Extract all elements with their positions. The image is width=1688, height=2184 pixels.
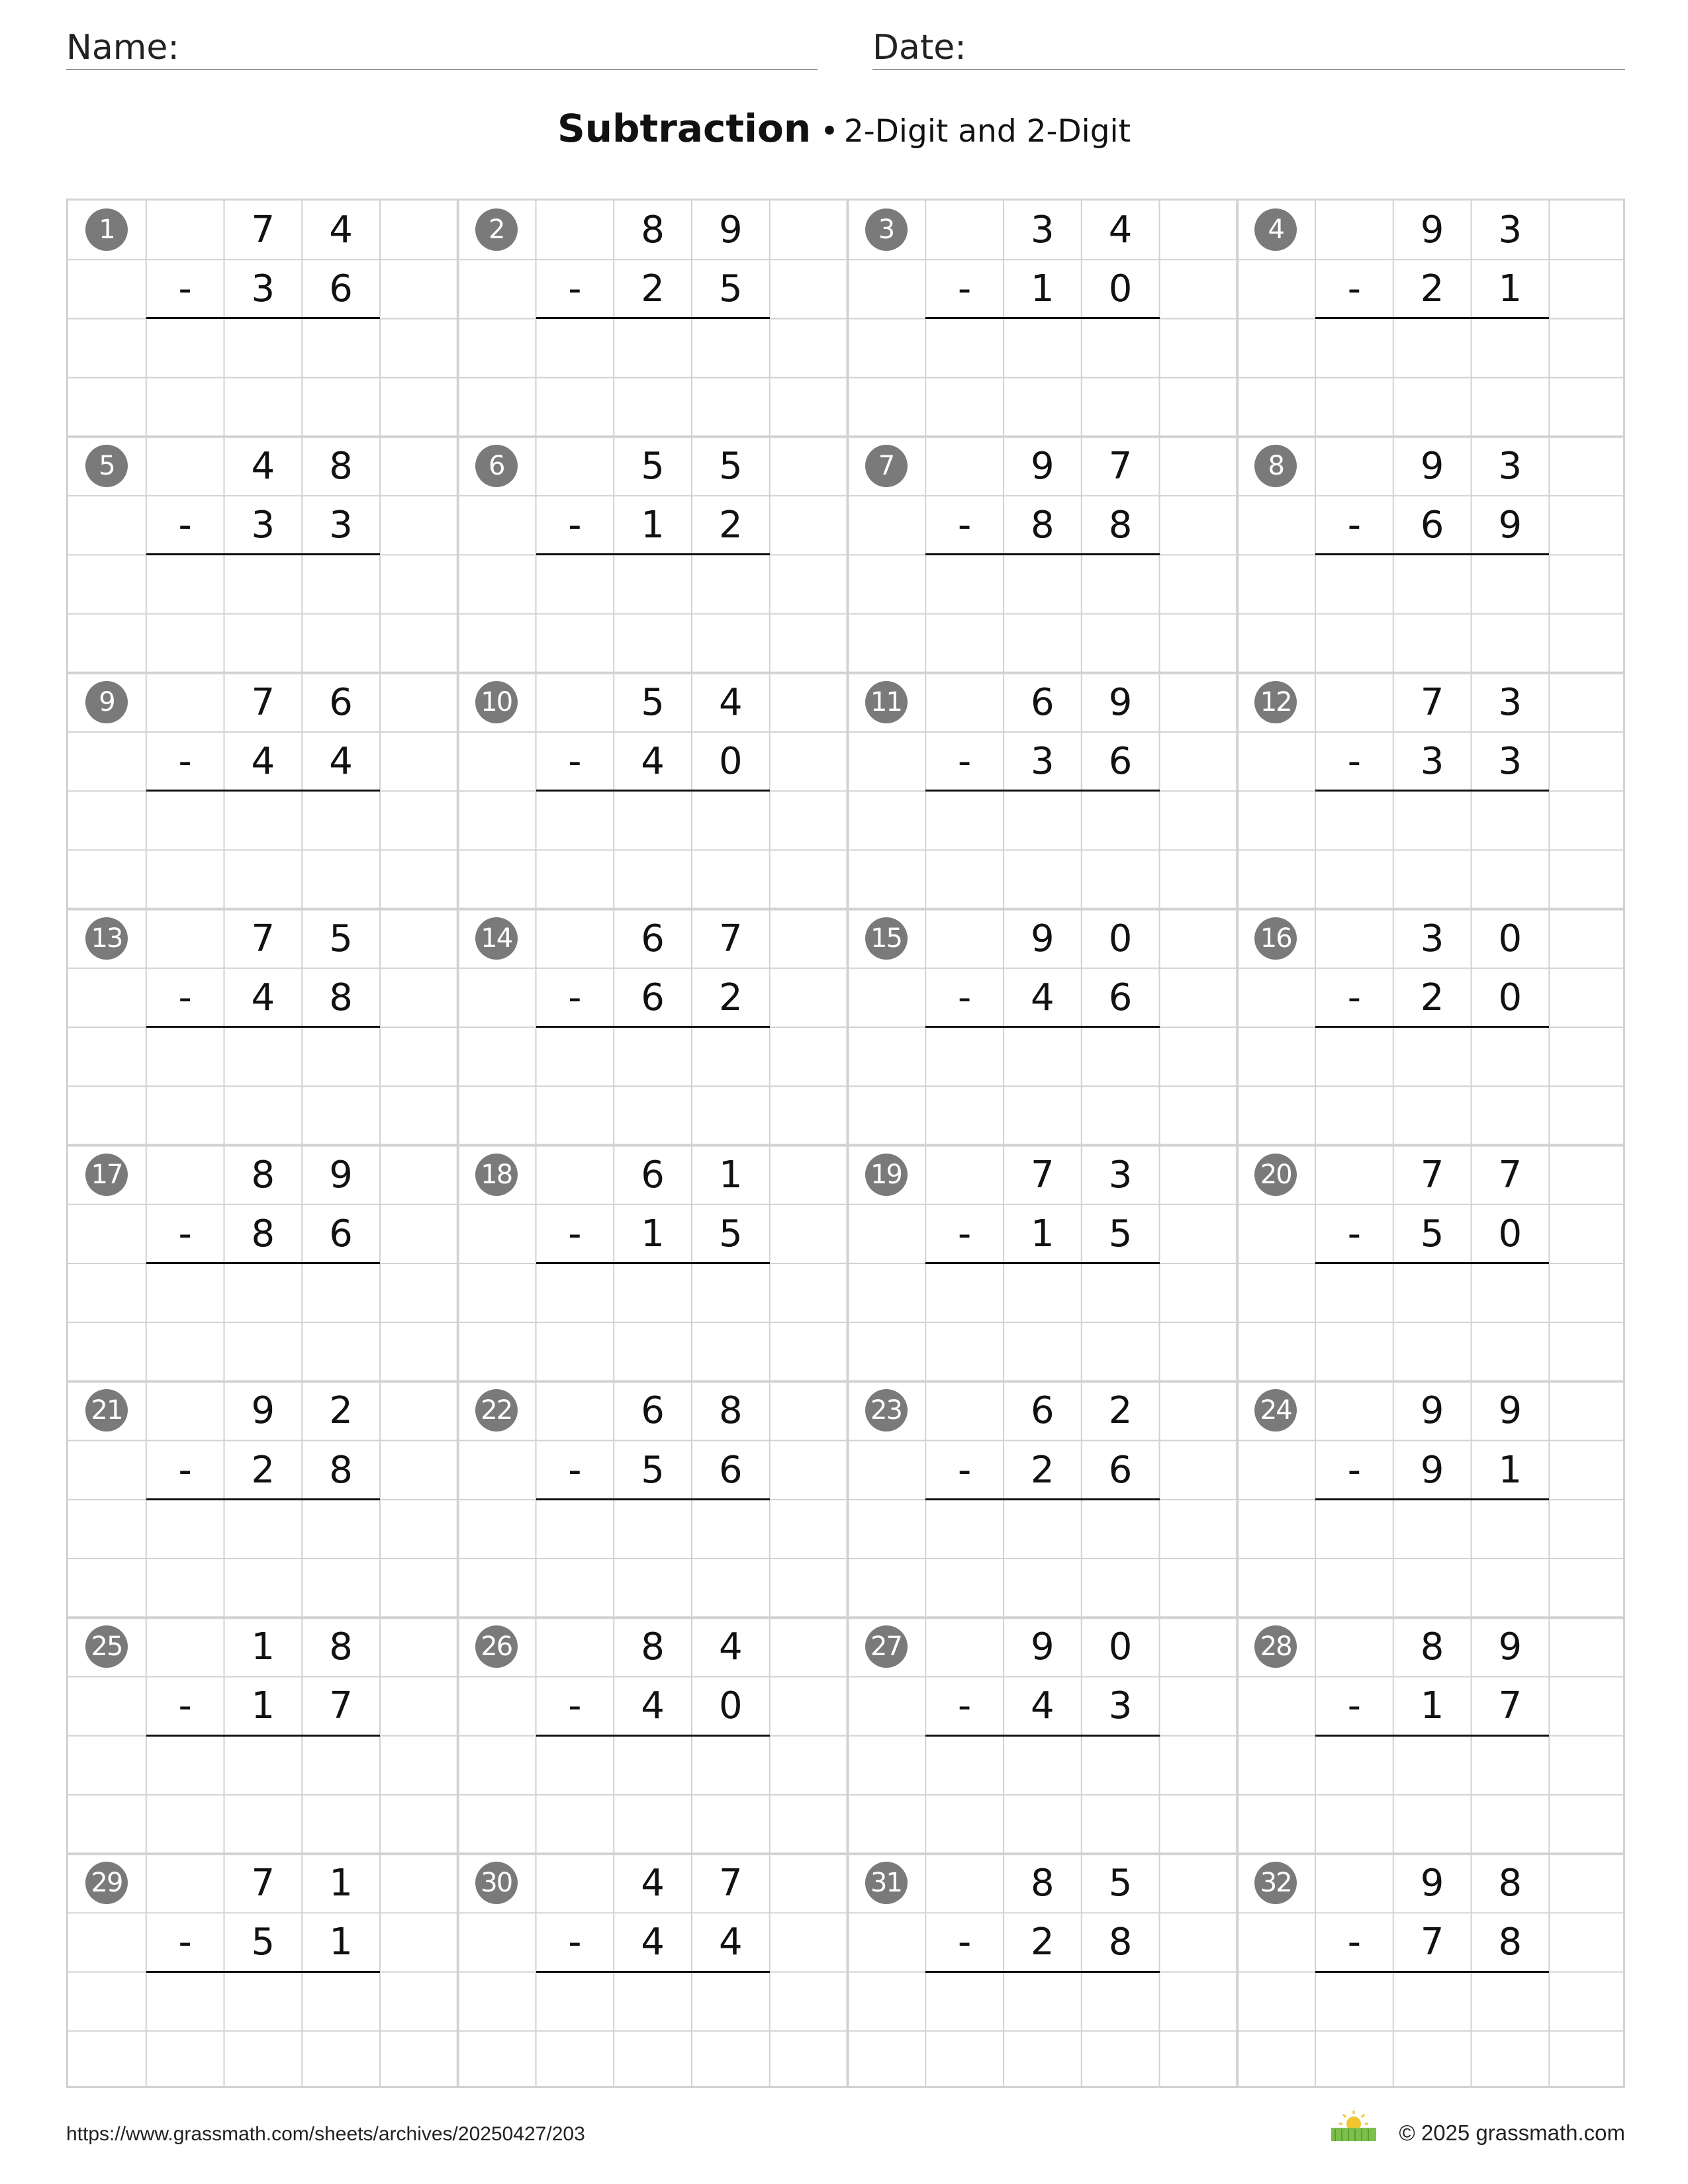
answer-area[interactable] (536, 1263, 770, 1381)
subtrahend-ones-digit: 1 (1498, 1448, 1523, 1492)
subtrahend-tens-digit: 5 (641, 1448, 665, 1492)
problem-number-badge: 21 (85, 1389, 128, 1432)
problem-number-badge: 17 (85, 1154, 128, 1196)
subtrahend-tens-digit: 1 (251, 1684, 275, 1728)
subtrahend-ones-digit: 6 (1108, 739, 1133, 783)
subtrahend-ones-digit: 7 (329, 1684, 353, 1728)
problem-grid (66, 199, 1625, 2088)
minuend-ones-digit: 9 (1498, 1625, 1523, 1669)
minus-operator: - (178, 1448, 192, 1492)
answer-area[interactable] (146, 1500, 380, 1617)
problem-number-badge: 14 (475, 917, 518, 960)
subtrahend-tens-digit: 1 (1031, 1212, 1055, 1255)
minus-operator: - (568, 267, 582, 311)
problem-number-badge: 19 (865, 1154, 908, 1196)
minus-operator: - (568, 976, 582, 1019)
subtrahend-tens-digit: 2 (641, 267, 665, 311)
grass-sun-logo-icon (1327, 2108, 1380, 2142)
subtrahend-tens-digit: 6 (641, 976, 665, 1019)
subtrahend-tens-digit: 3 (251, 504, 275, 547)
minuend-ones-digit: 2 (329, 1389, 353, 1433)
minuend-ones-digit: 8 (1498, 1862, 1523, 1905)
problem-number-badge: 20 (1254, 1154, 1297, 1196)
answer-area[interactable] (536, 1972, 770, 2088)
answer-area[interactable] (1315, 1972, 1549, 2088)
minuend-ones-digit: 9 (719, 208, 743, 251)
subtrahend-tens-digit: 4 (641, 1684, 665, 1728)
minus-operator: - (178, 739, 192, 783)
problem-number-badge: 29 (85, 1862, 128, 1904)
minuend-ones-digit: 5 (1108, 1862, 1133, 1905)
problem-number-badge: 26 (475, 1625, 518, 1668)
problem-number-badge: 1 (85, 208, 128, 251)
minuend-ones-digit: 9 (1108, 680, 1133, 724)
subtrahend-ones-digit: 8 (329, 1448, 353, 1492)
subtrahend-tens-digit: 3 (1420, 739, 1444, 783)
subtrahend-ones-digit: 6 (329, 267, 353, 311)
subtrahend-tens-digit: 1 (641, 504, 665, 547)
name-field[interactable] (66, 25, 818, 70)
minuend-tens-digit: 8 (1420, 1625, 1444, 1669)
minuend-ones-digit: 4 (1108, 208, 1133, 251)
subtrahend-tens-digit: 2 (1420, 976, 1444, 1019)
subtrahend-ones-digit: 0 (1498, 976, 1523, 1019)
minuend-ones-digit: 3 (1498, 444, 1523, 488)
minus-operator: - (958, 1684, 972, 1728)
subtrahend-tens-digit: 8 (1031, 504, 1055, 547)
answer-area[interactable] (1315, 1027, 1549, 1145)
minuend-ones-digit: 6 (329, 680, 353, 724)
problem-number-badge: 18 (475, 1154, 518, 1196)
date-label: Date: (872, 28, 966, 68)
minuend-ones-digit: 3 (1108, 1153, 1133, 1197)
answer-area[interactable] (146, 555, 380, 672)
worksheet-title (0, 106, 1688, 151)
subtrahend-ones-digit: 8 (1498, 1921, 1523, 1964)
minus-operator: - (1347, 976, 1361, 1019)
problem-number-badge: 3 (865, 208, 908, 251)
minuend-ones-digit: 1 (719, 1153, 743, 1197)
minus-operator: - (1347, 1448, 1361, 1492)
minus-operator: - (178, 1921, 192, 1964)
minus-operator: - (1347, 267, 1361, 311)
problem-number-badge: 16 (1254, 917, 1297, 960)
minus-operator: - (178, 1212, 192, 1255)
answer-area[interactable] (925, 1027, 1159, 1145)
subtrahend-tens-digit: 1 (1420, 1684, 1444, 1728)
problem-number-badge: 31 (865, 1862, 908, 1904)
minuend-tens-digit: 9 (1420, 1862, 1444, 1905)
subtrahend-tens-digit: 1 (641, 1212, 665, 1255)
minuend-tens-digit: 9 (1031, 444, 1055, 488)
minus-operator: - (568, 1448, 582, 1492)
subtrahend-tens-digit: 5 (1420, 1212, 1444, 1255)
answer-area[interactable] (925, 555, 1159, 672)
subtrahend-ones-digit: 5 (719, 1212, 743, 1255)
minuend-tens-digit: 9 (1031, 1625, 1055, 1669)
minuend-tens-digit: 6 (1031, 1389, 1055, 1433)
subtrahend-tens-digit: 2 (251, 1448, 275, 1492)
minuend-ones-digit: 0 (1498, 917, 1523, 960)
name-label: Name: (66, 28, 179, 68)
subtrahend-ones-digit: 4 (329, 739, 353, 783)
minus-operator: - (178, 1684, 192, 1728)
title-main: Subtraction (557, 106, 812, 151)
subtrahend-ones-digit: 0 (1498, 1212, 1523, 1255)
subtrahend-tens-digit: 4 (641, 739, 665, 783)
minuend-tens-digit: 9 (1420, 1389, 1444, 1433)
problem-number-badge: 15 (865, 917, 908, 960)
minuend-ones-digit: 0 (1108, 917, 1133, 960)
answer-area[interactable] (536, 318, 770, 436)
subtrahend-ones-digit: 6 (1108, 1448, 1133, 1492)
problem-number-badge: 23 (865, 1389, 908, 1432)
subtrahend-tens-digit: 6 (1420, 504, 1444, 547)
footer-url[interactable]: https://www.grassmath.com/sheets/archives/20250427/203 (66, 2123, 585, 2145)
answer-area[interactable] (536, 1736, 770, 1854)
minuend-tens-digit: 6 (641, 1389, 665, 1433)
minus-operator: - (178, 976, 192, 1019)
minuend-tens-digit: 7 (1420, 1153, 1444, 1197)
minus-operator: - (178, 504, 192, 547)
minus-operator: - (958, 1921, 972, 1964)
minus-operator: - (958, 267, 972, 311)
minuend-tens-digit: 6 (641, 917, 665, 960)
subtrahend-ones-digit: 5 (1108, 1212, 1133, 1255)
minus-operator: - (568, 1921, 582, 1964)
minuend-tens-digit: 7 (1420, 680, 1444, 724)
subtrahend-ones-digit: 6 (329, 1212, 353, 1255)
minus-operator: - (1347, 504, 1361, 547)
problem-number-badge: 2 (475, 208, 518, 251)
answer-area[interactable] (146, 318, 380, 436)
minus-operator: - (568, 504, 582, 547)
subtrahend-ones-digit: 5 (719, 267, 743, 311)
minus-operator: - (1347, 1684, 1361, 1728)
minuend-tens-digit: 7 (251, 1862, 275, 1905)
minuend-ones-digit: 7 (719, 917, 743, 960)
minuend-ones-digit: 8 (719, 1389, 743, 1433)
problem-number-badge: 28 (1254, 1625, 1297, 1668)
minuend-ones-digit: 4 (329, 208, 353, 251)
minuend-tens-digit: 6 (641, 1153, 665, 1197)
subtrahend-ones-digit: 0 (719, 1684, 743, 1728)
minuend-tens-digit: 8 (641, 208, 665, 251)
answer-area[interactable] (925, 1500, 1159, 1617)
answer-area[interactable] (146, 1972, 380, 2088)
subtrahend-ones-digit: 2 (719, 976, 743, 1019)
subtrahend-ones-digit: 8 (1108, 1921, 1133, 1964)
minuend-tens-digit: 5 (641, 680, 665, 724)
subtrahend-tens-digit: 4 (1031, 1684, 1055, 1728)
answer-area[interactable] (1315, 791, 1549, 909)
minuend-tens-digit: 3 (1031, 208, 1055, 251)
problem-number-badge: 13 (85, 917, 128, 960)
footer-copyright: © 2025 grassmath.com (1399, 2120, 1625, 2145)
subtrahend-tens-digit: 4 (641, 1921, 665, 1964)
minuend-tens-digit: 9 (1420, 208, 1444, 251)
minuend-tens-digit: 9 (1031, 917, 1055, 960)
subtrahend-ones-digit: 8 (329, 976, 353, 1019)
problem-number-badge: 27 (865, 1625, 908, 1668)
minuend-tens-digit: 9 (1420, 444, 1444, 488)
minus-operator: - (958, 1212, 972, 1255)
answer-area[interactable] (1315, 1500, 1549, 1617)
problem-number-badge: 9 (85, 681, 128, 723)
minuend-tens-digit: 7 (251, 208, 275, 251)
subtrahend-tens-digit: 8 (251, 1212, 275, 1255)
answer-area[interactable] (1315, 1736, 1549, 1854)
subtrahend-ones-digit: 6 (1108, 976, 1133, 1019)
answer-area[interactable] (146, 791, 380, 909)
subtrahend-ones-digit: 3 (1498, 739, 1523, 783)
problem-number-badge: 7 (865, 445, 908, 487)
subtrahend-tens-digit: 2 (1420, 267, 1444, 311)
subtrahend-tens-digit: 2 (1031, 1448, 1055, 1492)
subtrahend-tens-digit: 7 (1420, 1921, 1444, 1964)
subtrahend-ones-digit: 8 (1108, 504, 1133, 547)
subtrahend-tens-digit: 9 (1420, 1448, 1444, 1492)
minuend-tens-digit: 7 (251, 680, 275, 724)
minuend-ones-digit: 5 (329, 917, 353, 960)
subtrahend-tens-digit: 4 (1031, 976, 1055, 1019)
minus-operator: - (958, 504, 972, 547)
minuend-ones-digit: 0 (1108, 1625, 1133, 1669)
subtrahend-ones-digit: 3 (329, 504, 353, 547)
minuend-ones-digit: 8 (329, 1625, 353, 1669)
answer-area[interactable] (1315, 318, 1549, 436)
answer-area[interactable] (536, 1500, 770, 1617)
minus-operator: - (958, 739, 972, 783)
minuend-tens-digit: 6 (1031, 680, 1055, 724)
subtrahend-ones-digit: 9 (1498, 504, 1523, 547)
minus-operator: - (958, 1448, 972, 1492)
minus-operator: - (1347, 1212, 1361, 1255)
subtrahend-tens-digit: 5 (251, 1921, 275, 1964)
answer-area[interactable] (146, 1027, 380, 1145)
answer-area[interactable] (1315, 555, 1549, 672)
minuend-ones-digit: 5 (719, 444, 743, 488)
answer-area[interactable] (536, 791, 770, 909)
answer-area[interactable] (536, 555, 770, 672)
subtrahend-ones-digit: 0 (1108, 267, 1133, 311)
answer-area[interactable] (146, 1263, 380, 1381)
minuend-ones-digit: 3 (1498, 208, 1523, 251)
minuend-ones-digit: 9 (1498, 1389, 1523, 1433)
answer-area[interactable] (925, 1736, 1159, 1854)
problem-number-badge: 6 (475, 445, 518, 487)
minuend-ones-digit: 1 (329, 1862, 353, 1905)
minuend-ones-digit: 4 (719, 680, 743, 724)
title-subtitle: 2-Digit and 2-Digit (843, 113, 1131, 150)
subtrahend-ones-digit: 1 (1498, 267, 1523, 311)
minus-operator: - (178, 267, 192, 311)
minuend-tens-digit: 7 (1031, 1153, 1055, 1197)
problem-number-badge: 25 (85, 1625, 128, 1668)
minus-operator: - (568, 739, 582, 783)
problem-number-badge: 8 (1254, 445, 1297, 487)
answer-area[interactable] (925, 791, 1159, 909)
problem-number-badge: 10 (475, 681, 518, 723)
subtrahend-tens-digit: 4 (251, 976, 275, 1019)
subtrahend-tens-digit: 4 (251, 739, 275, 783)
minuend-ones-digit: 3 (1498, 680, 1523, 724)
subtrahend-tens-digit: 3 (251, 267, 275, 311)
minuend-tens-digit: 8 (1031, 1862, 1055, 1905)
problem-number-badge: 4 (1254, 208, 1297, 251)
minus-operator: - (1347, 1921, 1361, 1964)
date-field[interactable] (872, 25, 1625, 70)
minuend-tens-digit: 7 (251, 917, 275, 960)
subtrahend-ones-digit: 6 (719, 1448, 743, 1492)
minuend-tens-digit: 4 (641, 1862, 665, 1905)
subtrahend-ones-digit: 7 (1498, 1684, 1523, 1728)
minuend-ones-digit: 4 (719, 1625, 743, 1669)
minuend-ones-digit: 8 (329, 444, 353, 488)
answer-area[interactable] (925, 1263, 1159, 1381)
problem-number-badge: 12 (1254, 681, 1297, 723)
subtrahend-tens-digit: 2 (1031, 1921, 1055, 1964)
minus-operator: - (1347, 739, 1361, 783)
answer-area[interactable] (1315, 1263, 1549, 1381)
minuend-tens-digit: 1 (251, 1625, 275, 1669)
subtrahend-tens-digit: 3 (1031, 739, 1055, 783)
problem-number-badge: 22 (475, 1389, 518, 1432)
minuend-ones-digit: 7 (1108, 444, 1133, 488)
minuend-tens-digit: 8 (641, 1625, 665, 1669)
answer-area[interactable] (925, 318, 1159, 436)
title-bullet: • (820, 113, 839, 150)
subtrahend-ones-digit: 1 (329, 1921, 353, 1964)
subtrahend-ones-digit: 2 (719, 504, 743, 547)
minuend-ones-digit: 9 (329, 1153, 353, 1197)
minus-operator: - (568, 1684, 582, 1728)
subtrahend-ones-digit: 3 (1108, 1684, 1133, 1728)
minus-operator: - (958, 976, 972, 1019)
problem-number-badge: 32 (1254, 1862, 1297, 1904)
minuend-tens-digit: 9 (251, 1389, 275, 1433)
minus-operator: - (568, 1212, 582, 1255)
minuend-ones-digit: 2 (1108, 1389, 1133, 1433)
answer-area[interactable] (146, 1736, 380, 1854)
subtrahend-ones-digit: 0 (719, 739, 743, 783)
problem-number-badge: 30 (475, 1862, 518, 1904)
subtrahend-tens-digit: 1 (1031, 267, 1055, 311)
minuend-tens-digit: 5 (641, 444, 665, 488)
minuend-ones-digit: 7 (719, 1862, 743, 1905)
problem-number-badge: 11 (865, 681, 908, 723)
answer-area[interactable] (925, 1972, 1159, 2088)
problem-number-badge: 24 (1254, 1389, 1297, 1432)
answer-area[interactable] (536, 1027, 770, 1145)
minuend-tens-digit: 3 (1420, 917, 1444, 960)
minuend-ones-digit: 7 (1498, 1153, 1523, 1197)
minuend-tens-digit: 8 (251, 1153, 275, 1197)
problem-number-badge: 5 (85, 445, 128, 487)
subtrahend-ones-digit: 4 (719, 1921, 743, 1964)
minuend-tens-digit: 4 (251, 444, 275, 488)
